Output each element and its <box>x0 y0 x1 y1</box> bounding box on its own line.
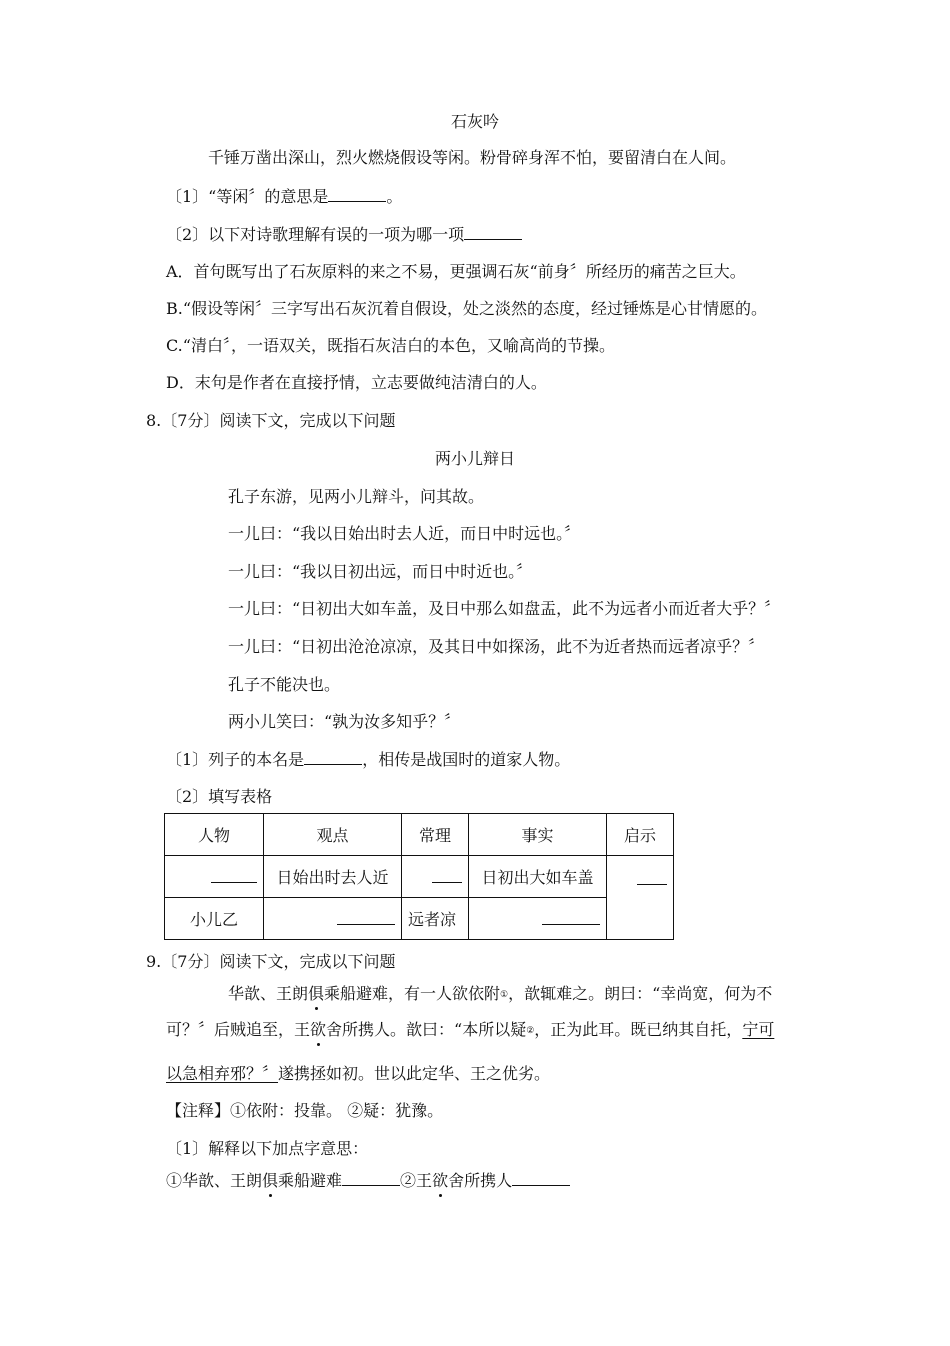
question-8-sub-2: 〔2〕填写表格 <box>166 787 273 806</box>
option-d: D．末句是作者在直接抒情，立志要做纯洁清白的人。 <box>166 373 547 392</box>
passage-line: 孔子东游，见两小儿辩斗，问其故。 <box>228 487 485 506</box>
table-cell-blank[interactable] <box>402 856 469 898</box>
answer-blank[interactable] <box>342 1170 400 1186</box>
table-cell-blank[interactable] <box>469 898 607 940</box>
table-header: 常理 <box>402 814 469 856</box>
option-c: C.“清白〞，一语双关，既指石灰洁白的本色，又喻高尚的节操。 <box>166 336 615 355</box>
dotted-char: 欲 <box>310 1020 327 1039</box>
table-header: 事实 <box>469 814 607 856</box>
footnote-mark: ② <box>526 1026 535 1036</box>
text: 乘船避难，有一人欲依附 <box>324 984 501 1003</box>
answer-blank[interactable] <box>512 1170 570 1186</box>
text: 华歆、王朗 <box>228 984 309 1003</box>
text: 舍所携人 <box>448 1171 513 1190</box>
passage-line: 一儿曰：“我以日初出远，而日中时近也。〞 <box>228 562 533 581</box>
passage-line: 一儿曰：“我以日始出时去人近，而日中时远也。〞 <box>228 524 581 543</box>
underlined-text: 宁可 <box>742 1020 775 1039</box>
annotation-note: 【注释】①依附：投靠。 ②疑：犹豫。 <box>166 1101 444 1120</box>
question-text: 〔1〕“等闲〞的意思是 <box>166 187 329 206</box>
question-text: 〔1〕列子的本名是 <box>166 750 305 769</box>
table-cell: 日初出大如车盖 <box>469 856 607 898</box>
answer-table <box>164 813 674 940</box>
answer-blank[interactable] <box>304 749 362 765</box>
option-a: A．首句既写出了石灰原料的来之不易，更强调石灰“前身〞所经历的痛苦之巨大。 <box>166 262 746 281</box>
table-header: 人物 <box>165 814 264 856</box>
question-text-end: 。 <box>386 187 403 206</box>
question-8-sub-1 <box>166 749 570 770</box>
text: 舍所携人。歆曰：“本所以疑 <box>326 1020 527 1039</box>
question-9-items <box>166 1170 570 1191</box>
table-cell-blank[interactable] <box>165 856 264 898</box>
passage-line: 两小儿笑曰：“孰为汝多知乎？〞 <box>228 712 461 731</box>
footnote-mark: ① <box>500 990 509 1000</box>
passage-line <box>166 1064 550 1084</box>
poem-question-2 <box>166 224 522 245</box>
question-text: 〔2〕以下对诗歌理解有误的一项为哪一项 <box>166 225 465 244</box>
text: ，正为此耳。既已纳其自托， <box>534 1020 743 1039</box>
table-cell: 远者凉 <box>402 898 469 940</box>
table-header: 启示 <box>607 814 674 856</box>
option-b: B.“假设等闲〞三字写出石灰沉着自假设，处之淡然的态度，经过锤炼是心甘情愿的。 <box>166 299 768 318</box>
question-8-heading: 8.〔7分〕阅读下文，完成以下问题 <box>146 411 396 430</box>
table-header: 观点 <box>264 814 402 856</box>
dotted-char: 俱 <box>262 1171 279 1190</box>
table-row <box>165 898 674 940</box>
text: 可？〞后贼追至，王 <box>166 1020 311 1039</box>
text: 乘船避难 <box>278 1171 343 1190</box>
table-header-row <box>165 814 674 856</box>
text: ，歆辄难之。朗曰：“幸尚宽，何为不 <box>508 984 773 1003</box>
answer-blank[interactable] <box>328 186 386 202</box>
text: ①华歆、王朗 <box>166 1171 263 1190</box>
poem-text: 千锤万凿出深山，烈火燃烧假设等闲。粉骨碎身浑不怕，要留清白在人间。 <box>208 148 737 167</box>
answer-blank[interactable] <box>464 224 522 240</box>
passage-line: 一儿曰：“日初出大如车盖，及日中那么如盘盂，此不为远者小而近者大乎？〞 <box>228 599 781 618</box>
table-cell: 日始出时去人近 <box>264 856 402 898</box>
dotted-char: 欲 <box>432 1171 449 1190</box>
table-cell: 小儿乙 <box>165 898 264 940</box>
table-cell-blank[interactable] <box>607 856 674 940</box>
table-cell-blank[interactable] <box>264 898 402 940</box>
passage-line: 一儿曰：“日初出沧沧凉凉，及其日中如探汤，此不为近者热而远者凉乎？〞 <box>228 637 765 656</box>
underlined-text: 以急相弃邪？〞 <box>166 1064 279 1083</box>
poem-title: 石灰吟 <box>450 112 499 131</box>
question-text-end: ，相传是战国时的道家人物。 <box>362 750 571 769</box>
text: 遂携拯如初。世以此定华、王之优劣。 <box>278 1064 551 1083</box>
dotted-char: 俱 <box>308 984 325 1003</box>
poem-question-1 <box>166 186 402 207</box>
question-9-heading: 9.〔7分〕阅读下文，完成以下问题 <box>146 952 396 971</box>
text: ②王 <box>400 1171 433 1190</box>
question-9-sub-1: 〔1〕解释以下加点字意思： <box>166 1139 369 1158</box>
table-row <box>165 856 674 898</box>
passage-line <box>228 984 772 1005</box>
passage-title: 两小儿辩日 <box>434 449 515 468</box>
passage-line: 孔子不能决也。 <box>228 675 341 694</box>
passage-line <box>166 1020 774 1041</box>
